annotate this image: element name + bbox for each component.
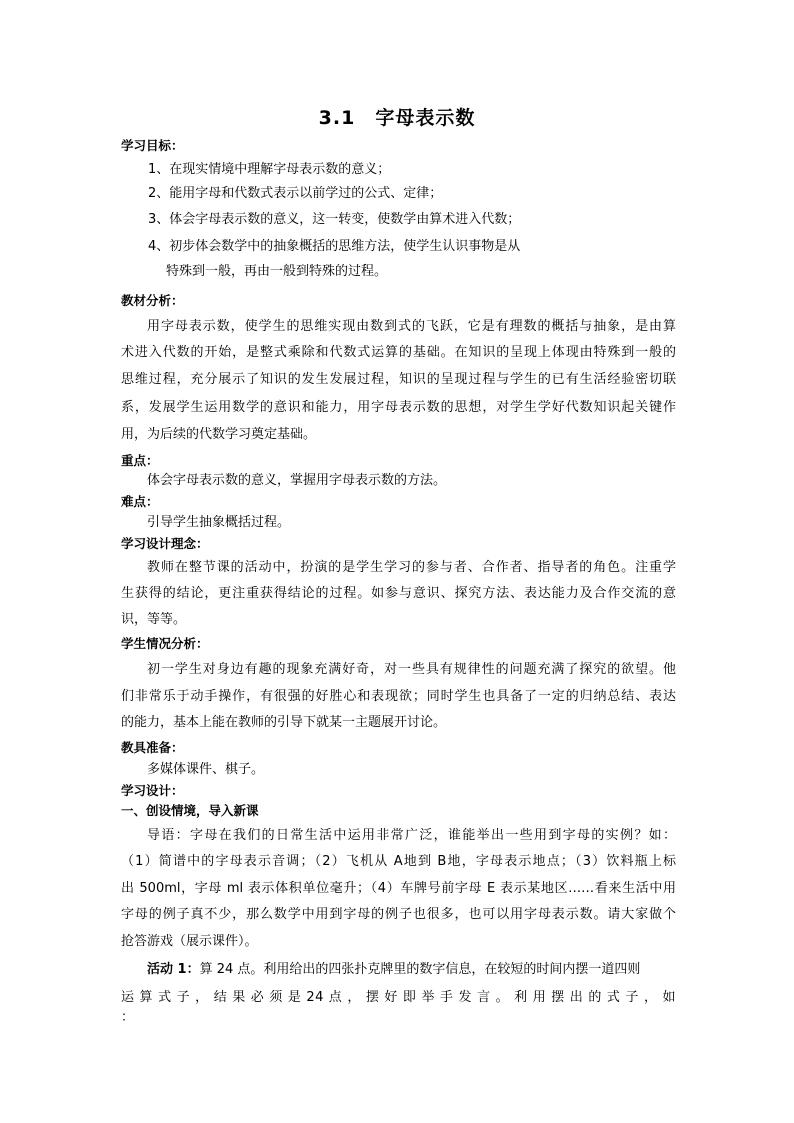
key-point-heading: 重点： — [121, 453, 159, 468]
student-analysis-line: 的能力，基本上能在教师的引导下就某一主题展开讨论。 — [121, 715, 447, 730]
section-heading: 一、创设情境，导入新课 — [121, 803, 259, 818]
difficulty-text: 引导学生抽象概括过程。 — [147, 515, 291, 530]
design-concept-line: 识，等等。 — [121, 612, 187, 627]
intro-line: 导语：字母在我们的日常生活中运用非常广泛，谁能举出一些用到字母的实例？如： — [147, 828, 676, 843]
materials-heading: 教具准备： — [121, 740, 184, 755]
objective-item: 3、体会字母表示数的意义，这一转变，使数学由算术进入代数； — [148, 212, 521, 227]
design-concept-line: 教师在整节课的活动中，扮演的是学生学习的参与者、合作者、指导者的角色。注重学 — [147, 560, 676, 575]
textbook-line: 术进入代数的开始，是整式乘除和代数式运算的基础。在知识的呈现上体现由特殊到一般的 — [121, 345, 676, 360]
student-analysis-line: 们非常乐于动手操作，有很强的好胜心和表现欲；同时学生也具备了一定的归纳总结、表达 — [121, 689, 676, 704]
textbook-heading: 教材分析： — [121, 293, 184, 308]
difficulty-heading: 难点： — [121, 494, 159, 509]
objective-item: 4、初步体会数学中的抽象概括的思维方法，使学生认识事物是从 — [148, 239, 521, 254]
objective-item-continued: 特殊到一般，再由一般到特殊的过程。 — [166, 264, 388, 279]
intro-line: 出 500ml，字母 ml 表示体积单位毫升；（4）车牌号前字母 E 表示某地区……看来生活中用 — [121, 881, 676, 896]
objective-item: 1、在现实情境中理解字母表示数的意义； — [148, 162, 391, 177]
objective-item: 2、能用字母和代数式表示以前学过的公式、定律； — [148, 186, 443, 201]
intro-line: 字母的例子真不少，那么数学中用到字母的例子也很多，也可以用字母表示数。请大家做个 — [121, 907, 676, 922]
textbook-line: 思维过程，充分展示了知识的发生发展过程，知识的呈现过程与学生的已有生活经验密切联 — [121, 372, 676, 387]
textbook-line: 系，发展学生运用数学的意识和能力，用字母表示数的思想，对学生学好代数知识起关键作 — [121, 400, 676, 415]
materials-text: 多媒体课件、棋子。 — [147, 762, 265, 777]
design-concept-line: 生获得的结论，更注重获得结论的过程。如参与意识、探究方法、表达能力及合作交流的意 — [121, 586, 676, 601]
activity1-line: 运 算 式 子 ， 结 果 必 须 是 24 点 ， 摆 好 即 举 手 发 言 。 利 用 摆 出 的 式 子 ， 如 ： — [121, 990, 676, 1025]
objectives-heading: 学习目标： — [121, 138, 184, 153]
design-concept-heading: 学习设计理念： — [121, 536, 209, 551]
page-title: 3.1 字母表示数 — [318, 107, 476, 129]
activity1-line — [121, 960, 676, 980]
textbook-line: 用，为后续的代数学习奠定基础。 — [121, 427, 317, 442]
textbook-line: 用字母表示数，使学生的思维实现由数到式的飞跃，它是有理数的概括与抽象，是由算 — [147, 319, 676, 334]
key-point-text: 体会字母表示数的意义，掌握用字母表示数的方法。 — [147, 473, 447, 488]
activity1-text: 算 24 点。利用给出的四张扑克牌里的数字信息，在较短的时间内摆一道四则 — [199, 962, 641, 977]
student-analysis-heading: 学生情况分析： — [121, 636, 209, 651]
intro-line: （1）简谱中的字母表示音调；（2）飞机从 A地到 B地，字母表示地点；（3）饮料瓶上标 — [121, 854, 676, 869]
intro-line: 抢答游戏（展示课件）。 — [121, 934, 258, 949]
learning-design-heading: 学习设计： — [121, 783, 184, 798]
activity1-label: 活动 1： — [147, 962, 200, 977]
student-analysis-line: 初一学生对身边有趣的现象充满好奇，对一些具有规律性的问题充满了探究的欲望。他 — [147, 662, 676, 677]
